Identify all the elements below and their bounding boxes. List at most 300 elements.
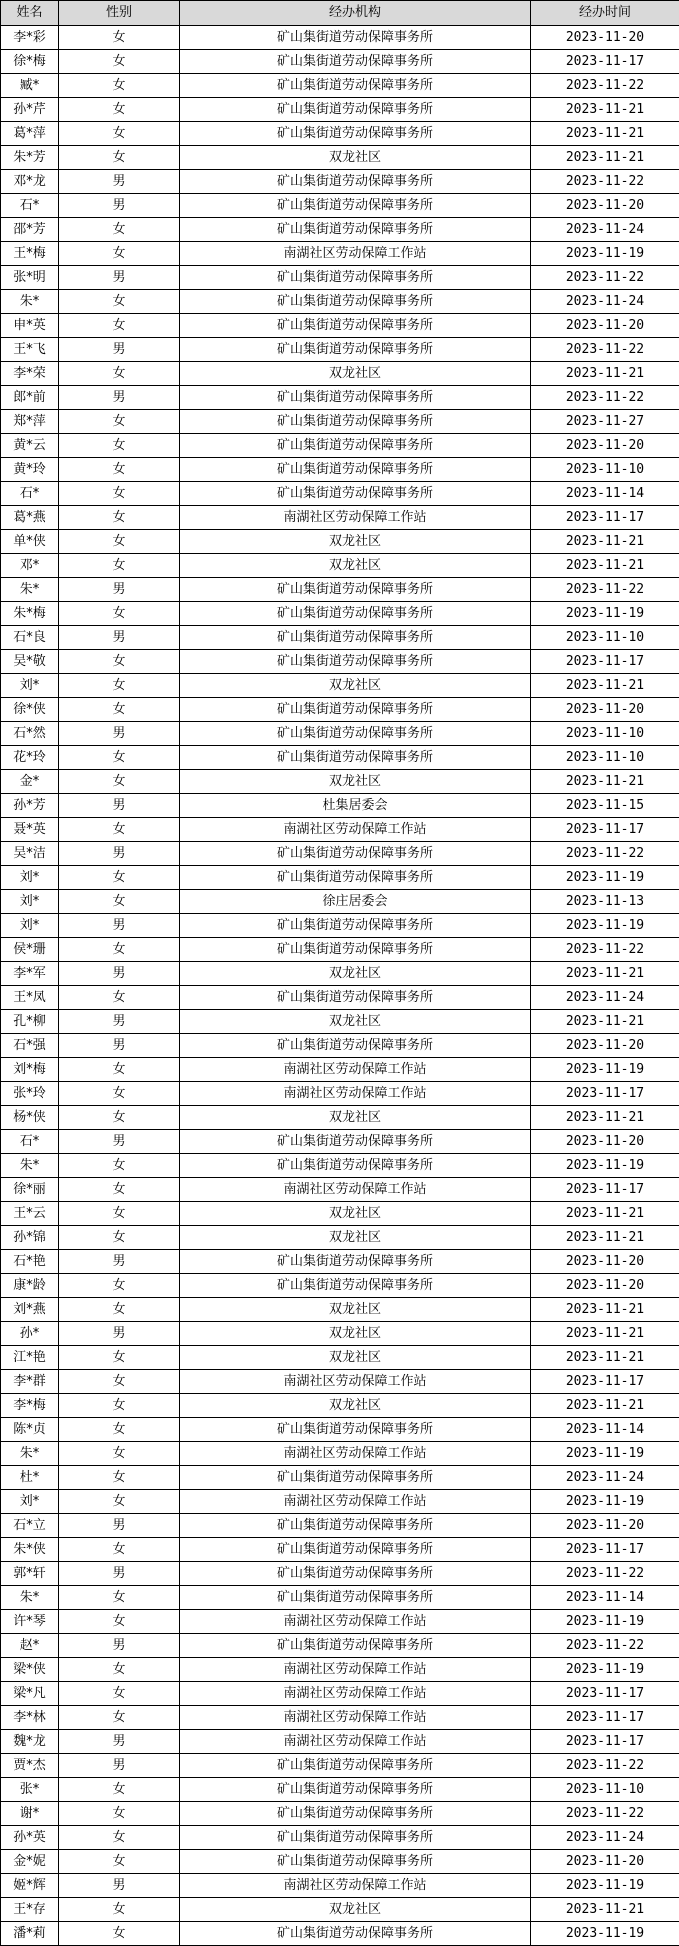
- cell-agency[interactable]: 矿山集街道劳动保障事务所: [180, 1826, 531, 1850]
- cell-date[interactable]: 2023-11-20: [531, 1850, 679, 1874]
- table-row[interactable]: [1, 1466, 679, 1490]
- cell-gender[interactable]: 女: [59, 1898, 180, 1922]
- cell-gender[interactable]: 女: [59, 1682, 180, 1706]
- table-row[interactable]: [1, 554, 679, 578]
- cell-date[interactable]: 2023-11-24: [531, 218, 679, 242]
- table-row[interactable]: [1, 530, 679, 554]
- cell-gender[interactable]: 女: [59, 1826, 180, 1850]
- cell-date[interactable]: 2023-11-17: [531, 506, 679, 530]
- cell-name[interactable]: 魏*龙: [1, 1730, 59, 1754]
- cell-agency[interactable]: 南湖社区劳动保障工作站: [180, 1706, 531, 1730]
- cell-name[interactable]: 刘*: [1, 866, 59, 890]
- table-row[interactable]: [1, 1034, 679, 1058]
- cell-agency[interactable]: 矿山集街道劳动保障事务所: [180, 1466, 531, 1490]
- cell-agency[interactable]: 矿山集街道劳动保障事务所: [180, 1634, 531, 1658]
- cell-name[interactable]: 朱*芳: [1, 146, 59, 170]
- cell-agency[interactable]: 南湖社区劳动保障工作站: [180, 1658, 531, 1682]
- cell-name[interactable]: 葛*萍: [1, 122, 59, 146]
- cell-name[interactable]: 孙*锦: [1, 1226, 59, 1250]
- cell-gender[interactable]: 女: [59, 362, 180, 386]
- table-row[interactable]: [1, 866, 679, 890]
- cell-name[interactable]: 梁*凡: [1, 1682, 59, 1706]
- cell-date[interactable]: 2023-11-17: [531, 50, 679, 74]
- cell-name[interactable]: 郑*萍: [1, 410, 59, 434]
- table-row[interactable]: [1, 1610, 679, 1634]
- cell-date[interactable]: 2023-11-19: [531, 866, 679, 890]
- cell-agency[interactable]: 矿山集街道劳动保障事务所: [180, 1250, 531, 1274]
- cell-name[interactable]: 刘*: [1, 674, 59, 698]
- table-row[interactable]: [1, 1322, 679, 1346]
- cell-agency[interactable]: 矿山集街道劳动保障事务所: [180, 218, 531, 242]
- cell-name[interactable]: 孙*芹: [1, 98, 59, 122]
- table-row[interactable]: [1, 1010, 679, 1034]
- table-row[interactable]: [1, 1394, 679, 1418]
- table-row[interactable]: [1, 698, 679, 722]
- cell-gender[interactable]: 女: [59, 506, 180, 530]
- cell-agency[interactable]: 矿山集街道劳动保障事务所: [180, 266, 531, 290]
- table-row[interactable]: [1, 1106, 679, 1130]
- cell-gender[interactable]: 女: [59, 482, 180, 506]
- cell-agency[interactable]: 矿山集街道劳动保障事务所: [180, 986, 531, 1010]
- cell-gender[interactable]: 女: [59, 1802, 180, 1826]
- cell-gender[interactable]: 女: [59, 818, 180, 842]
- table-row[interactable]: [1, 242, 679, 266]
- cell-date[interactable]: 2023-11-19: [531, 242, 679, 266]
- cell-date[interactable]: 2023-11-17: [531, 1082, 679, 1106]
- table-row[interactable]: [1, 1370, 679, 1394]
- cell-agency[interactable]: 矿山集街道劳动保障事务所: [180, 1130, 531, 1154]
- cell-date[interactable]: 2023-11-21: [531, 98, 679, 122]
- cell-name[interactable]: 康*龄: [1, 1274, 59, 1298]
- cell-gender[interactable]: 女: [59, 50, 180, 74]
- table-row[interactable]: [1, 1898, 679, 1922]
- cell-date[interactable]: 2023-11-22: [531, 1634, 679, 1658]
- cell-gender[interactable]: 女: [59, 1202, 180, 1226]
- table-row[interactable]: [1, 770, 679, 794]
- cell-agency[interactable]: 矿山集街道劳动保障事务所: [180, 866, 531, 890]
- cell-date[interactable]: 2023-11-22: [531, 386, 679, 410]
- cell-agency[interactable]: 矿山集街道劳动保障事务所: [180, 1034, 531, 1058]
- table-row[interactable]: [1, 26, 679, 50]
- cell-gender[interactable]: 女: [59, 602, 180, 626]
- cell-gender[interactable]: 男: [59, 962, 180, 986]
- cell-agency[interactable]: 矿山集街道劳动保障事务所: [180, 482, 531, 506]
- cell-date[interactable]: 2023-11-19: [531, 914, 679, 938]
- cell-name[interactable]: 花*玲: [1, 746, 59, 770]
- cell-agency[interactable]: 矿山集街道劳动保障事务所: [180, 650, 531, 674]
- table-row[interactable]: [1, 410, 679, 434]
- cell-agency[interactable]: 双龙社区: [180, 1346, 531, 1370]
- cell-name[interactable]: 黄*玲: [1, 458, 59, 482]
- cell-date[interactable]: 2023-11-17: [531, 650, 679, 674]
- table-row[interactable]: [1, 1802, 679, 1826]
- cell-date[interactable]: 2023-11-22: [531, 1562, 679, 1586]
- cell-agency[interactable]: 双龙社区: [180, 1106, 531, 1130]
- cell-date[interactable]: 2023-11-20: [531, 434, 679, 458]
- cell-name[interactable]: 石*强: [1, 1034, 59, 1058]
- cell-name[interactable]: 杜*: [1, 1466, 59, 1490]
- table-row[interactable]: [1, 1298, 679, 1322]
- cell-name[interactable]: 石*: [1, 1130, 59, 1154]
- cell-name[interactable]: 刘*燕: [1, 1298, 59, 1322]
- cell-name[interactable]: 孙*英: [1, 1826, 59, 1850]
- cell-date[interactable]: 2023-11-17: [531, 1682, 679, 1706]
- table-row[interactable]: [1, 914, 679, 938]
- cell-date[interactable]: 2023-11-17: [531, 1730, 679, 1754]
- cell-name[interactable]: 石*良: [1, 626, 59, 650]
- cell-agency[interactable]: 南湖社区劳动保障工作站: [180, 1058, 531, 1082]
- cell-agency[interactable]: 双龙社区: [180, 1202, 531, 1226]
- cell-agency[interactable]: 矿山集街道劳动保障事务所: [180, 698, 531, 722]
- table-row[interactable]: [1, 482, 679, 506]
- cell-gender[interactable]: 女: [59, 1490, 180, 1514]
- cell-gender[interactable]: 女: [59, 434, 180, 458]
- cell-date[interactable]: 2023-11-17: [531, 1538, 679, 1562]
- table-row[interactable]: [1, 1346, 679, 1370]
- cell-agency[interactable]: 南湖社区劳动保障工作站: [180, 1178, 531, 1202]
- cell-date[interactable]: 2023-11-10: [531, 746, 679, 770]
- cell-name[interactable]: 黄*云: [1, 434, 59, 458]
- table-row[interactable]: [1, 1226, 679, 1250]
- cell-gender[interactable]: 男: [59, 266, 180, 290]
- cell-name[interactable]: 赵*: [1, 1634, 59, 1658]
- cell-agency[interactable]: 矿山集街道劳动保障事务所: [180, 122, 531, 146]
- cell-gender[interactable]: 女: [59, 290, 180, 314]
- table-row[interactable]: [1, 218, 679, 242]
- cell-name[interactable]: 刘*: [1, 914, 59, 938]
- cell-name[interactable]: 徐*梅: [1, 50, 59, 74]
- cell-gender[interactable]: 女: [59, 650, 180, 674]
- table-row[interactable]: [1, 578, 679, 602]
- cell-date[interactable]: 2023-11-21: [531, 122, 679, 146]
- cell-date[interactable]: 2023-11-19: [531, 1058, 679, 1082]
- cell-gender[interactable]: 男: [59, 170, 180, 194]
- cell-agency[interactable]: 双龙社区: [180, 1322, 531, 1346]
- cell-gender[interactable]: 男: [59, 1250, 180, 1274]
- cell-date[interactable]: 2023-11-21: [531, 1106, 679, 1130]
- cell-name[interactable]: 单*侠: [1, 530, 59, 554]
- cell-gender[interactable]: 男: [59, 386, 180, 410]
- table-row[interactable]: [1, 674, 679, 698]
- table-row[interactable]: [1, 50, 679, 74]
- cell-gender[interactable]: 男: [59, 1754, 180, 1778]
- table-row[interactable]: [1, 290, 679, 314]
- cell-name[interactable]: 朱*侠: [1, 1538, 59, 1562]
- cell-name[interactable]: 申*英: [1, 314, 59, 338]
- cell-agency[interactable]: 南湖社区劳动保障工作站: [180, 818, 531, 842]
- cell-gender[interactable]: 女: [59, 554, 180, 578]
- cell-date[interactable]: 2023-11-21: [531, 770, 679, 794]
- cell-gender[interactable]: 女: [59, 746, 180, 770]
- cell-name[interactable]: 朱*: [1, 1154, 59, 1178]
- table-row[interactable]: [1, 602, 679, 626]
- cell-date[interactable]: 2023-11-21: [531, 362, 679, 386]
- table-row[interactable]: [1, 1202, 679, 1226]
- cell-gender[interactable]: 男: [59, 626, 180, 650]
- cell-gender[interactable]: 女: [59, 1538, 180, 1562]
- cell-agency[interactable]: 矿山集街道劳动保障事务所: [180, 98, 531, 122]
- cell-agency[interactable]: 矿山集街道劳动保障事务所: [180, 914, 531, 938]
- cell-gender[interactable]: 男: [59, 1322, 180, 1346]
- cell-name[interactable]: 朱*: [1, 1442, 59, 1466]
- cell-agency[interactable]: 矿山集街道劳动保障事务所: [180, 602, 531, 626]
- table-row[interactable]: [1, 1562, 679, 1586]
- table-row[interactable]: [1, 986, 679, 1010]
- cell-name[interactable]: 潘*莉: [1, 1922, 59, 1946]
- cell-name[interactable]: 朱*: [1, 290, 59, 314]
- cell-agency[interactable]: 南湖社区劳动保障工作站: [180, 1082, 531, 1106]
- cell-name[interactable]: 张*玲: [1, 1082, 59, 1106]
- cell-date[interactable]: 2023-11-21: [531, 1298, 679, 1322]
- cell-agency[interactable]: 双龙社区: [180, 962, 531, 986]
- cell-name[interactable]: 王*梅: [1, 242, 59, 266]
- table-row[interactable]: [1, 434, 679, 458]
- cell-gender[interactable]: 男: [59, 1562, 180, 1586]
- cell-name[interactable]: 石*立: [1, 1514, 59, 1538]
- table-row[interactable]: [1, 1442, 679, 1466]
- cell-date[interactable]: 2023-11-17: [531, 1178, 679, 1202]
- cell-name[interactable]: 谢*: [1, 1802, 59, 1826]
- cell-name[interactable]: 李*群: [1, 1370, 59, 1394]
- cell-gender[interactable]: 女: [59, 1394, 180, 1418]
- table-row[interactable]: [1, 1418, 679, 1442]
- table-row[interactable]: [1, 746, 679, 770]
- cell-date[interactable]: 2023-11-22: [531, 1802, 679, 1826]
- cell-name[interactable]: 陈*贞: [1, 1418, 59, 1442]
- cell-name[interactable]: 吴*洁: [1, 842, 59, 866]
- cell-date[interactable]: 2023-11-22: [531, 170, 679, 194]
- cell-gender[interactable]: 男: [59, 338, 180, 362]
- table-row[interactable]: [1, 1538, 679, 1562]
- table-row[interactable]: [1, 794, 679, 818]
- cell-date[interactable]: 2023-11-21: [531, 962, 679, 986]
- cell-agency[interactable]: 双龙社区: [180, 146, 531, 170]
- cell-agency[interactable]: 矿山集街道劳动保障事务所: [180, 458, 531, 482]
- cell-date[interactable]: 2023-11-19: [531, 1658, 679, 1682]
- cell-gender[interactable]: 女: [59, 122, 180, 146]
- cell-name[interactable]: 王*凤: [1, 986, 59, 1010]
- table-row[interactable]: [1, 170, 679, 194]
- cell-agency[interactable]: 矿山集街道劳动保障事务所: [180, 722, 531, 746]
- cell-gender[interactable]: 女: [59, 26, 180, 50]
- cell-date[interactable]: 2023-11-24: [531, 1826, 679, 1850]
- cell-gender[interactable]: 女: [59, 1154, 180, 1178]
- cell-name[interactable]: 朱*梅: [1, 602, 59, 626]
- cell-date[interactable]: 2023-11-10: [531, 626, 679, 650]
- cell-name[interactable]: 江*艳: [1, 1346, 59, 1370]
- cell-date[interactable]: 2023-11-20: [531, 314, 679, 338]
- cell-name[interactable]: 金*: [1, 770, 59, 794]
- cell-name[interactable]: 许*琴: [1, 1610, 59, 1634]
- cell-gender[interactable]: 女: [59, 1058, 180, 1082]
- cell-name[interactable]: 刘*: [1, 1490, 59, 1514]
- cell-gender[interactable]: 女: [59, 1610, 180, 1634]
- cell-date[interactable]: 2023-11-19: [531, 1874, 679, 1898]
- cell-agency[interactable]: 矿山集街道劳动保障事务所: [180, 1586, 531, 1610]
- table-row[interactable]: [1, 1250, 679, 1274]
- cell-agency[interactable]: 矿山集街道劳动保障事务所: [180, 938, 531, 962]
- cell-name[interactable]: 葛*燕: [1, 506, 59, 530]
- cell-name[interactable]: 聂*英: [1, 818, 59, 842]
- cell-agency[interactable]: 徐庄居委会: [180, 890, 531, 914]
- cell-gender[interactable]: 男: [59, 722, 180, 746]
- cell-gender[interactable]: 男: [59, 1514, 180, 1538]
- cell-name[interactable]: 李*军: [1, 962, 59, 986]
- cell-name[interactable]: 金*妮: [1, 1850, 59, 1874]
- cell-agency[interactable]: 双龙社区: [180, 1298, 531, 1322]
- cell-date[interactable]: 2023-11-14: [531, 1586, 679, 1610]
- cell-date[interactable]: 2023-11-22: [531, 338, 679, 362]
- cell-name[interactable]: 吴*敬: [1, 650, 59, 674]
- cell-gender[interactable]: 男: [59, 914, 180, 938]
- cell-date[interactable]: 2023-11-24: [531, 1466, 679, 1490]
- cell-name[interactable]: 石*然: [1, 722, 59, 746]
- cell-date[interactable]: 2023-11-10: [531, 458, 679, 482]
- cell-date[interactable]: 2023-11-22: [531, 842, 679, 866]
- table-row[interactable]: [1, 1082, 679, 1106]
- cell-gender[interactable]: 女: [59, 1922, 180, 1946]
- table-row[interactable]: [1, 1490, 679, 1514]
- cell-date[interactable]: 2023-11-20: [531, 26, 679, 50]
- cell-agency[interactable]: 南湖社区劳动保障工作站: [180, 1490, 531, 1514]
- cell-name[interactable]: 王*存: [1, 1898, 59, 1922]
- cell-gender[interactable]: 女: [59, 1226, 180, 1250]
- cell-gender[interactable]: 女: [59, 1082, 180, 1106]
- cell-name[interactable]: 孙*芳: [1, 794, 59, 818]
- cell-agency[interactable]: 矿山集街道劳动保障事务所: [180, 26, 531, 50]
- cell-agency[interactable]: 矿山集街道劳动保障事务所: [180, 434, 531, 458]
- cell-agency[interactable]: 南湖社区劳动保障工作站: [180, 1370, 531, 1394]
- cell-date[interactable]: 2023-11-20: [531, 1250, 679, 1274]
- cell-date[interactable]: 2023-11-22: [531, 266, 679, 290]
- cell-agency[interactable]: 矿山集街道劳动保障事务所: [180, 626, 531, 650]
- cell-name[interactable]: 邵*芳: [1, 218, 59, 242]
- cell-date[interactable]: 2023-11-19: [531, 602, 679, 626]
- cell-agency[interactable]: 双龙社区: [180, 554, 531, 578]
- cell-gender[interactable]: 女: [59, 1658, 180, 1682]
- cell-date[interactable]: 2023-11-21: [531, 530, 679, 554]
- cell-agency[interactable]: 双龙社区: [180, 362, 531, 386]
- cell-name[interactable]: 石*: [1, 482, 59, 506]
- table-row[interactable]: [1, 266, 679, 290]
- cell-date[interactable]: 2023-11-21: [531, 1394, 679, 1418]
- cell-agency[interactable]: 矿山集街道劳动保障事务所: [180, 50, 531, 74]
- cell-gender[interactable]: 女: [59, 674, 180, 698]
- cell-gender[interactable]: 男: [59, 1130, 180, 1154]
- table-row[interactable]: [1, 1874, 679, 1898]
- cell-agency[interactable]: 双龙社区: [180, 530, 531, 554]
- cell-gender[interactable]: 男: [59, 842, 180, 866]
- cell-agency[interactable]: 南湖社区劳动保障工作站: [180, 1874, 531, 1898]
- cell-name[interactable]: 臧*: [1, 74, 59, 98]
- cell-name[interactable]: 杨*侠: [1, 1106, 59, 1130]
- cell-date[interactable]: 2023-11-20: [531, 194, 679, 218]
- cell-name[interactable]: 王*飞: [1, 338, 59, 362]
- cell-date[interactable]: 2023-11-27: [531, 410, 679, 434]
- table-row[interactable]: [1, 1778, 679, 1802]
- cell-name[interactable]: 侯*珊: [1, 938, 59, 962]
- table-row[interactable]: [1, 962, 679, 986]
- table-row[interactable]: [1, 1754, 679, 1778]
- cell-agency[interactable]: 矿山集街道劳动保障事务所: [180, 1802, 531, 1826]
- cell-gender[interactable]: 女: [59, 1850, 180, 1874]
- cell-gender[interactable]: 女: [59, 1586, 180, 1610]
- cell-date[interactable]: 2023-11-21: [531, 1010, 679, 1034]
- cell-date[interactable]: 2023-11-21: [531, 146, 679, 170]
- cell-gender[interactable]: 男: [59, 794, 180, 818]
- cell-agency[interactable]: 矿山集街道劳动保障事务所: [180, 746, 531, 770]
- cell-date[interactable]: 2023-11-19: [531, 1154, 679, 1178]
- cell-agency[interactable]: 矿山集街道劳动保障事务所: [180, 1850, 531, 1874]
- cell-name[interactable]: 郭*轩: [1, 1562, 59, 1586]
- cell-gender[interactable]: 女: [59, 1370, 180, 1394]
- cell-name[interactable]: 李*林: [1, 1706, 59, 1730]
- cell-gender[interactable]: 女: [59, 146, 180, 170]
- cell-date[interactable]: 2023-11-21: [531, 1898, 679, 1922]
- cell-date[interactable]: 2023-11-22: [531, 74, 679, 98]
- table-row[interactable]: [1, 362, 679, 386]
- cell-date[interactable]: 2023-11-21: [531, 1226, 679, 1250]
- table-row[interactable]: [1, 1682, 679, 1706]
- cell-name[interactable]: 刘*梅: [1, 1058, 59, 1082]
- cell-gender[interactable]: 女: [59, 698, 180, 722]
- cell-agency[interactable]: 矿山集街道劳动保障事务所: [180, 578, 531, 602]
- cell-name[interactable]: 石*艳: [1, 1250, 59, 1274]
- cell-name[interactable]: 张*: [1, 1778, 59, 1802]
- table-row[interactable]: [1, 1850, 679, 1874]
- cell-date[interactable]: 2023-11-17: [531, 1706, 679, 1730]
- cell-agency[interactable]: 矿山集街道劳动保障事务所: [180, 1778, 531, 1802]
- table-row[interactable]: [1, 938, 679, 962]
- cell-agency[interactable]: 南湖社区劳动保障工作站: [180, 1610, 531, 1634]
- cell-name[interactable]: 梁*侠: [1, 1658, 59, 1682]
- cell-agency[interactable]: 双龙社区: [180, 674, 531, 698]
- table-row[interactable]: [1, 458, 679, 482]
- cell-gender[interactable]: 男: [59, 1634, 180, 1658]
- cell-date[interactable]: 2023-11-14: [531, 1418, 679, 1442]
- cell-name[interactable]: 姬*辉: [1, 1874, 59, 1898]
- table-row[interactable]: [1, 338, 679, 362]
- table-row[interactable]: [1, 1178, 679, 1202]
- table-row[interactable]: [1, 1730, 679, 1754]
- cell-gender[interactable]: 女: [59, 1778, 180, 1802]
- cell-date[interactable]: 2023-11-22: [531, 938, 679, 962]
- cell-agency[interactable]: 矿山集街道劳动保障事务所: [180, 1754, 531, 1778]
- cell-agency[interactable]: 矿山集街道劳动保障事务所: [180, 194, 531, 218]
- cell-agency[interactable]: 矿山集街道劳动保障事务所: [180, 410, 531, 434]
- cell-agency[interactable]: 南湖社区劳动保障工作站: [180, 242, 531, 266]
- cell-date[interactable]: 2023-11-20: [531, 698, 679, 722]
- cell-date[interactable]: 2023-11-10: [531, 1778, 679, 1802]
- cell-name[interactable]: 李*彩: [1, 26, 59, 50]
- cell-gender[interactable]: 女: [59, 98, 180, 122]
- cell-agency[interactable]: 南湖社区劳动保障工作站: [180, 1682, 531, 1706]
- cell-date[interactable]: 2023-11-20: [531, 1274, 679, 1298]
- table-row[interactable]: [1, 890, 679, 914]
- table-row[interactable]: [1, 1658, 679, 1682]
- cell-agency[interactable]: 矿山集街道劳动保障事务所: [180, 1154, 531, 1178]
- table-row[interactable]: [1, 1274, 679, 1298]
- cell-gender[interactable]: 女: [59, 458, 180, 482]
- cell-name[interactable]: 王*云: [1, 1202, 59, 1226]
- cell-agency[interactable]: 矿山集街道劳动保障事务所: [180, 1274, 531, 1298]
- cell-gender[interactable]: 女: [59, 242, 180, 266]
- cell-agency[interactable]: 杜集居委会: [180, 794, 531, 818]
- cell-date[interactable]: 2023-11-20: [531, 1514, 679, 1538]
- cell-name[interactable]: 孙*: [1, 1322, 59, 1346]
- table-row[interactable]: [1, 1922, 679, 1946]
- table-row[interactable]: [1, 314, 679, 338]
